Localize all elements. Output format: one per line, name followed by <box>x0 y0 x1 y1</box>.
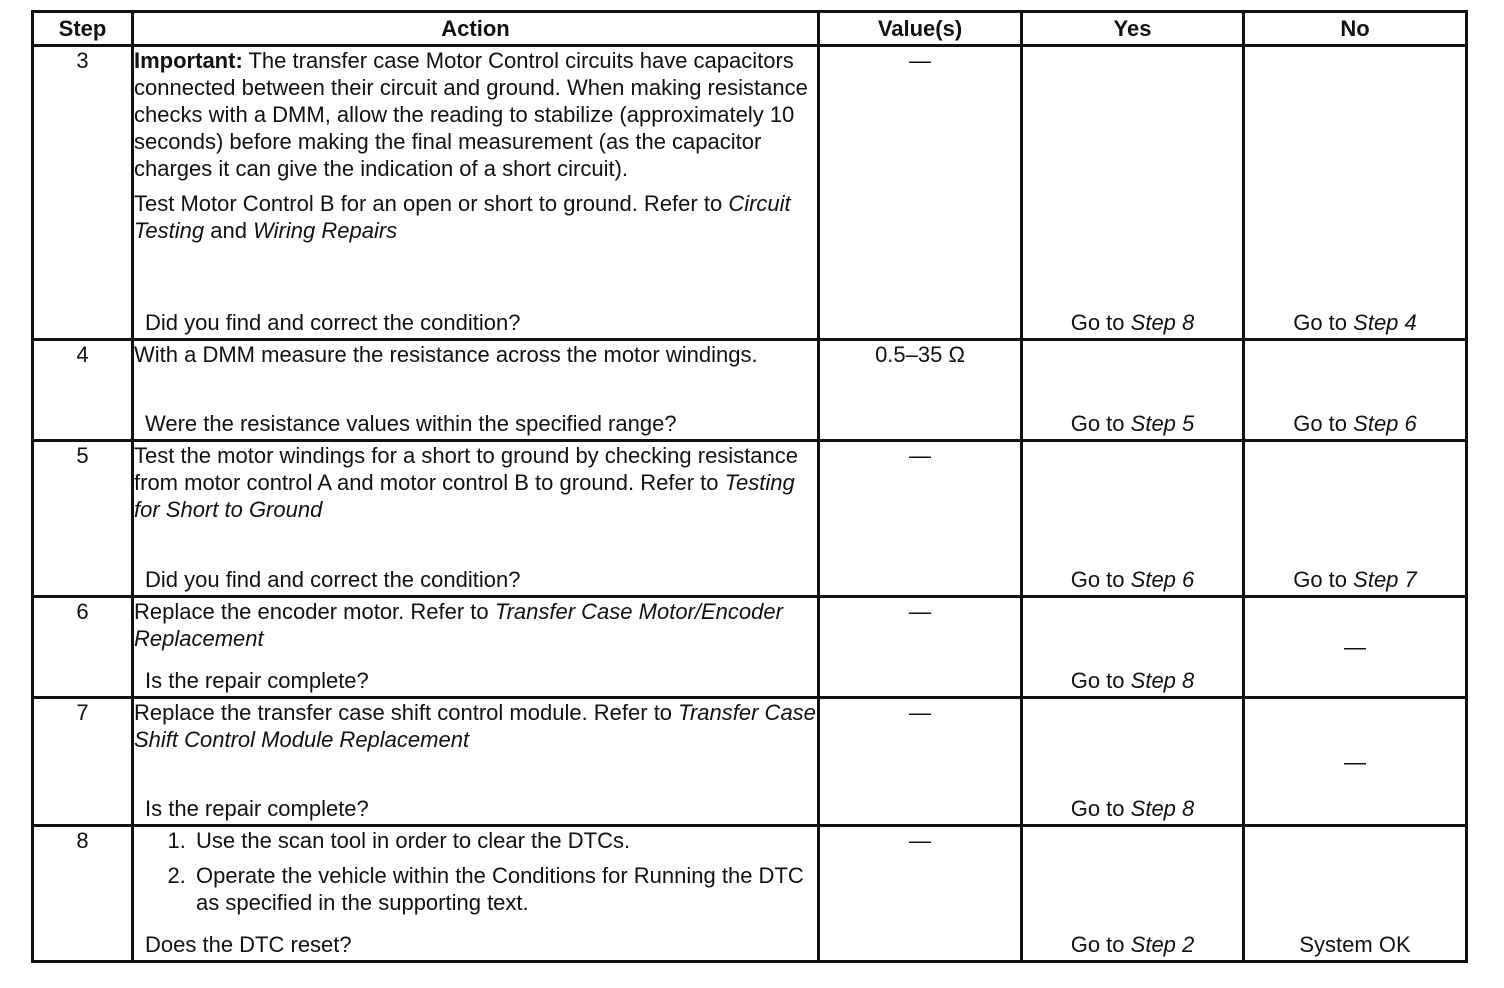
no-cell <box>1244 698 1467 826</box>
action-question: Is the repair complete? <box>145 796 369 821</box>
goto-label: Go to <box>1070 411 1125 436</box>
yes-step-link[interactable]: Step 2 <box>1130 932 1195 957</box>
no-cell <box>1244 597 1467 698</box>
action-cell <box>133 826 819 962</box>
table-row-step-4 <box>33 340 1467 441</box>
yes-cell <box>1022 441 1244 597</box>
yes-goto <box>1023 410 1242 437</box>
reference-shift-control-module-replacement: Transfer Case Shift Control Module Replacement <box>134 700 816 752</box>
action-cell <box>133 441 819 597</box>
action-instruction <box>134 190 817 244</box>
value-cell: — <box>819 698 1022 826</box>
yes-goto <box>1023 309 1242 336</box>
instruction-text: Test Motor Control B for an open or short to ground. Refer to <box>134 191 723 216</box>
table-row-step-8 <box>33 826 1467 962</box>
yes-step-link[interactable]: Step 8 <box>1130 310 1195 335</box>
yes-goto <box>1023 931 1242 958</box>
step-number: 4 <box>33 340 133 441</box>
diagnostic-table <box>31 10 1468 963</box>
value-cell: — <box>819 46 1022 340</box>
table-row-step-7 <box>33 698 1467 826</box>
step-number: 3 <box>33 46 133 340</box>
action-question: Is the repair complete? <box>145 668 369 693</box>
no-step-link[interactable]: Step 4 <box>1353 310 1417 335</box>
goto-label: Go to <box>1070 567 1125 592</box>
conjunction-text: and <box>210 218 247 243</box>
goto-label: Go to <box>1070 932 1125 957</box>
instruction-text: Replace the transfer case shift control module. Refer to <box>134 700 673 725</box>
yes-step-link[interactable]: Step 6 <box>1130 567 1195 592</box>
value-cell: — <box>819 441 1022 597</box>
no-cell <box>1244 340 1467 441</box>
no-goto <box>1245 309 1465 336</box>
action-instruction: With a DMM measure the resistance across the motor windings. <box>134 342 758 367</box>
yes-cell <box>1022 46 1244 340</box>
value-cell: 0.5–35 Ω <box>819 340 1022 441</box>
no-step-link[interactable]: Step 6 <box>1353 411 1417 436</box>
goto-label: Go to <box>1293 310 1348 335</box>
yes-goto <box>1023 795 1242 822</box>
action-question: Were the resistance values within the specified range? <box>145 411 677 436</box>
step-number: 6 <box>33 597 133 698</box>
yes-step-link[interactable]: Step 8 <box>1130 796 1195 821</box>
instruction-text: Replace the encoder motor. Refer to <box>134 599 489 624</box>
yes-step-link[interactable]: Step 8 <box>1130 668 1195 693</box>
action-instruction <box>134 699 817 753</box>
yes-cell <box>1022 698 1244 826</box>
yes-goto <box>1023 667 1242 694</box>
important-note <box>134 47 817 182</box>
yes-goto <box>1023 566 1242 593</box>
yes-cell <box>1022 597 1244 698</box>
reference-testing-short-to-ground: Testing for Short to Ground <box>134 470 795 522</box>
step-number: 7 <box>33 698 133 826</box>
no-goto <box>1245 410 1465 437</box>
header-no: No <box>1244 12 1467 46</box>
header-action: Action <box>133 12 819 46</box>
yes-cell <box>1022 826 1244 962</box>
yes-step-link[interactable]: Step 5 <box>1130 411 1195 436</box>
table-row-step-6 <box>33 597 1467 698</box>
action-cell <box>133 340 819 441</box>
table-row-step-3 <box>33 46 1467 340</box>
step-number: 8 <box>33 826 133 962</box>
reference-circuit-testing: Circuit Testing <box>134 191 791 243</box>
value-cell: — <box>819 826 1022 962</box>
important-label: Important: <box>134 48 243 73</box>
action-instruction <box>134 598 817 652</box>
goto-label: Go to <box>1070 310 1125 335</box>
action-question: Does the DTC reset? <box>145 932 352 957</box>
header-yes: Yes <box>1022 12 1244 46</box>
header-row <box>33 12 1467 46</box>
action-question: Did you find and correct the condition? <box>145 310 521 335</box>
action-cell <box>133 46 819 340</box>
goto-label: Go to <box>1070 668 1125 693</box>
action-cell <box>133 698 819 826</box>
list-item: 1. Use the scan tool in order to clear the DTCs. <box>192 827 817 854</box>
yes-cell <box>1022 340 1244 441</box>
no-cell <box>1244 46 1467 340</box>
no-cell <box>1244 826 1467 962</box>
value-cell: — <box>819 597 1022 698</box>
goto-label: Go to <box>1293 567 1348 592</box>
no-cell <box>1244 441 1467 597</box>
header-step: Step <box>33 12 133 46</box>
reference-wiring-repairs: Wiring Repairs <box>253 218 398 243</box>
no-value: — <box>1344 749 1366 774</box>
no-step-link[interactable]: Step 7 <box>1353 567 1417 592</box>
action-question: Did you find and correct the condition? <box>145 567 521 592</box>
instruction-text: Test the motor windings for a short to ground by checking resistance from motor control A and motor control B to ground. Refer to <box>134 443 799 495</box>
goto-label: Go to <box>1293 411 1348 436</box>
numbered-steps <box>134 827 817 916</box>
action-cell <box>133 597 819 698</box>
list-item: 2. Operate the vehicle within the Conditions for Running the DTC as specified in the supporting text. <box>192 862 817 916</box>
no-goto <box>1245 566 1465 593</box>
table-row-step-5 <box>33 441 1467 597</box>
step-number: 5 <box>33 441 133 597</box>
header-values: Value(s) <box>819 12 1022 46</box>
important-text: The transfer case Motor Control circuits have capacitors connected between their circuit and ground. When making resistance checks with a DMM, allow the reading to stabilize (approximately 10 seconds) before making the final measurement (as the capacitor charges it can give the indication of a short circuit). <box>134 48 808 181</box>
no-value: System OK <box>1299 932 1411 957</box>
no-value: — <box>1344 634 1366 660</box>
action-instruction <box>134 442 817 523</box>
reference-motor-encoder-replacement: Transfer Case Motor/Encoder Replacement <box>134 599 783 651</box>
goto-label: Go to <box>1070 796 1125 821</box>
